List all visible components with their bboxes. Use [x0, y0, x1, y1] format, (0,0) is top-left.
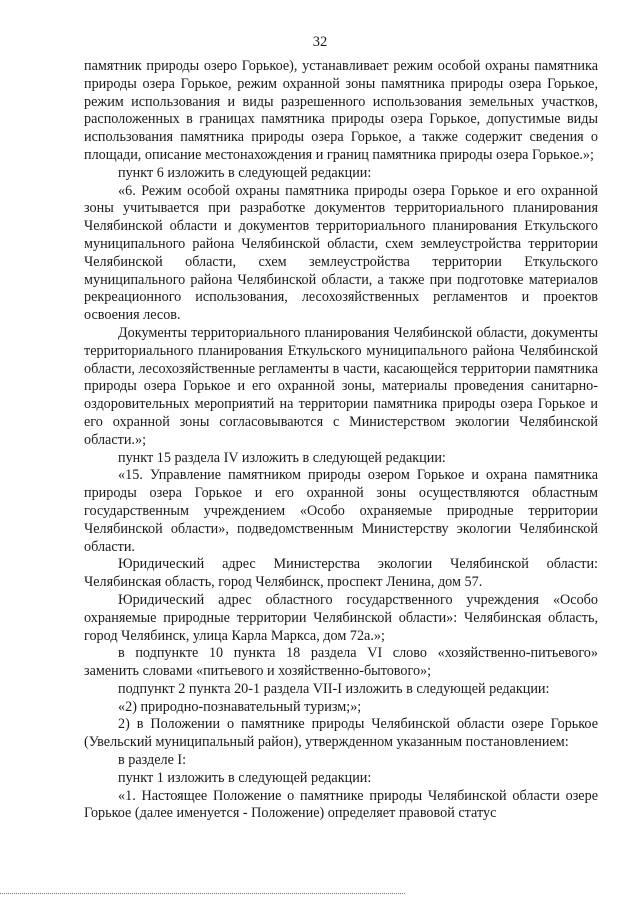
paragraph: Юридический адрес областного государственного учреждения «Особо охраняемые природные территории Челябинской области»: Челябинская область, город Челябинск, улица Карла Маркса, дом 72а.»;	[84, 591, 598, 644]
paragraph: памятник природы озеро Горькое), устанавливает режим особой охраны памятника природы озера Горькое, режим охранной зоны памятника природы озера Горькое, режим использования и виды разрешенного использования земельных участков, расположенных в границах памятника природы озера Горькое, допустимые виды использования памятника природы озера Горькое, а также содержит сведения о площади, описание местонахождения и границ памятника природы озера Горькое.»;	[84, 58, 598, 163]
paragraph: подпункт 2 пункта 20-1 раздела VII-I изложить в следующей редакции:	[118, 680, 550, 697]
paragraph: в подпункте 10 пункта 18 раздела VI слово «хозяйственно-питьевого» заменить словами «питьевого и хозяйственно-бытового»;	[84, 645, 598, 680]
paragraph: «6. Режим особой охраны памятника природы озера Горькое и его охранной зоны учитывается при разработке документов территориального планирования Челябинской области и документов территориального планирования Еткульского муниципального района Челябинской области, схем землеустройства территории Челябинской области, схем землеустройства территории Еткульского муниципального района Челябинской области, а также при подготовке материалов рекреационного использования, лесохозяйственных регламентов и проектов освоения лесов.	[84, 182, 598, 324]
paragraph: «1. Настоящее Положение о памятнике природы Челябинской области озере Горькое (далее именуется - Положение) определяет правовой статус	[84, 787, 598, 822]
paragraph: 2) в Положении о памятнике природы Челябинской области озере Горькое (Увельский муниципальный район), утвержденном указанным постановлением:	[84, 716, 598, 751]
paragraph: пункт 1 изложить в следующей редакции:	[118, 769, 372, 786]
paragraph: Документы территориального планирования Челябинской области, документы территориального планирования Еткульского муниципального района Челябинской области, лесохозяйственные регламенты в части, касающейся территории памятника природы озера Горькое и его охранной зоны, материалы проведения санитарно-оздоровительных мероприятий на территории памятника природы озера Горькое и его охранной зоны согласовываются с Министерством экологии Челябинской области.»;	[84, 324, 598, 448]
paragraph: «2) природно-познавательный туризм;»;	[118, 698, 362, 715]
page-number: 32	[312, 34, 328, 50]
paragraph: Юридический адрес Министерства экологии Челябинской области: Челябинская область, город Челябинск, проспект Ленина, дом 57.	[84, 556, 598, 591]
paragraph: пункт 6 изложить в следующей редакции:	[118, 164, 372, 181]
paragraph: пункт 15 раздела IV изложить в следующей редакции:	[118, 449, 446, 466]
footer-divider	[0, 893, 405, 894]
paragraph: в разделе I:	[118, 752, 187, 769]
paragraph: «15. Управление памятником природы озером Горькое и охрана памятника природы озера Горькое и его охранной зоны осуществляются областным государственным учреждением «Особо охраняемые природные территории Челябинской области», подведомственным Министерству экологии Челябинской области.	[84, 467, 598, 555]
document-body	[84, 58, 598, 823]
